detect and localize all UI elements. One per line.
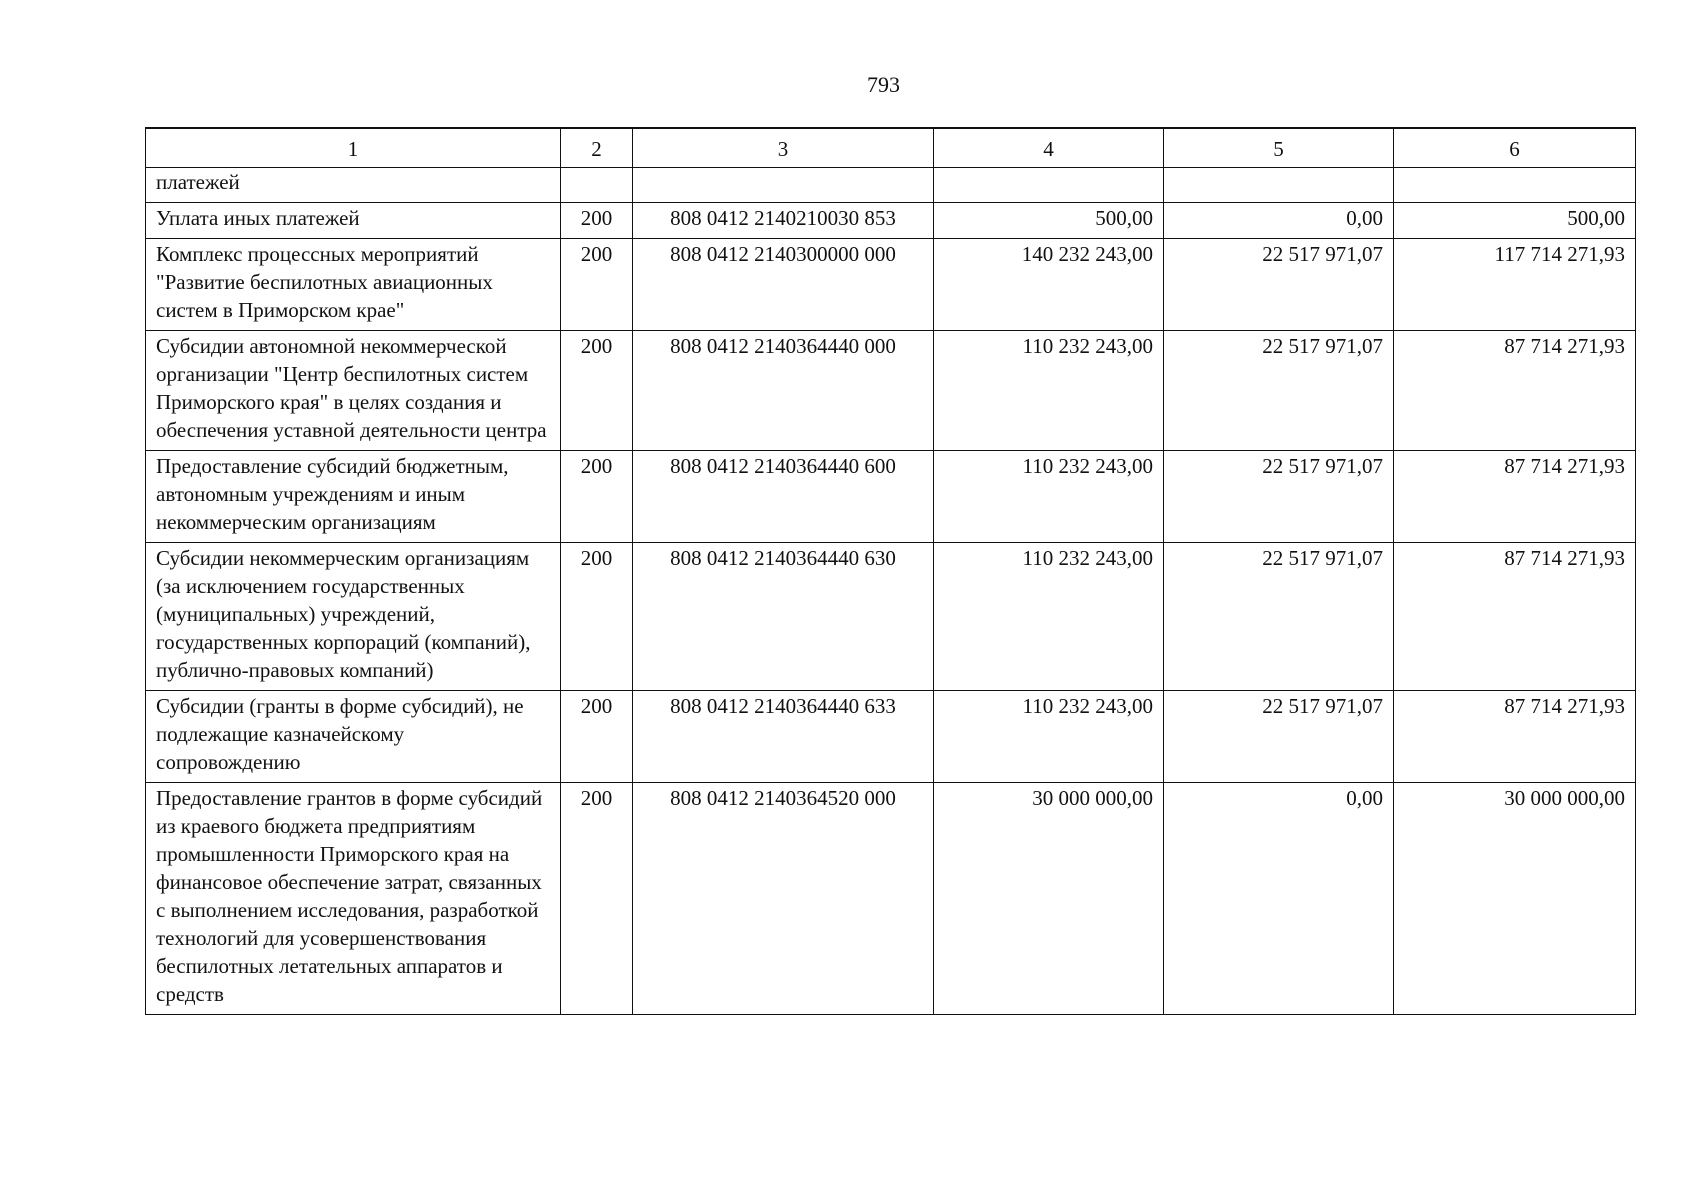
row-value-6: [1394, 168, 1636, 203]
table-row: [146, 239, 1636, 331]
row-name: Предоставление грантов в форме субсидий из краевого бюджета предприятиям промышленности Приморского края на финансовое обеспечение затрат, связанных с выполнением исследования, разработкой технологий для усовершенствования беспилотных летательных аппаратов и средств: [146, 783, 561, 1015]
table-row: [146, 543, 1636, 691]
row-section: 200: [561, 783, 633, 1015]
row-value-6: 30 000 000,00: [1394, 783, 1636, 1015]
row-code: 808 0412 2140364440 000: [633, 331, 934, 451]
row-value-4: 110 232 243,00: [934, 331, 1164, 451]
table-row: [146, 168, 1636, 203]
row-value-5: 0,00: [1164, 783, 1394, 1015]
row-value-5: 22 517 971,07: [1164, 691, 1394, 783]
column-header-1: 1: [146, 128, 561, 168]
row-section: 200: [561, 239, 633, 331]
row-name: Уплата иных платежей: [146, 203, 561, 239]
row-code: 808 0412 2140210030 853: [633, 203, 934, 239]
row-value-5: 22 517 971,07: [1164, 239, 1394, 331]
row-section: 200: [561, 691, 633, 783]
row-value-6: 87 714 271,93: [1394, 331, 1636, 451]
row-section: 200: [561, 331, 633, 451]
header-row: [146, 128, 1636, 168]
row-code: [633, 168, 934, 203]
row-code: 808 0412 2140364440 633: [633, 691, 934, 783]
row-name: Субсидии автономной некоммерческой организации "Центр беспилотных систем Приморского края" в целях создания и обеспечения уставной деятельности центра: [146, 331, 561, 451]
row-section: 200: [561, 203, 633, 239]
table-row: [146, 331, 1636, 451]
row-value-6: 87 714 271,93: [1394, 451, 1636, 543]
row-code: 808 0412 2140364440 600: [633, 451, 934, 543]
table-row: [146, 203, 1636, 239]
row-value-6: 87 714 271,93: [1394, 543, 1636, 691]
row-value-4: 110 232 243,00: [934, 691, 1164, 783]
row-section: 200: [561, 543, 633, 691]
row-value-4: 500,00: [934, 203, 1164, 239]
row-section: [561, 168, 633, 203]
row-value-4: 110 232 243,00: [934, 543, 1164, 691]
row-value-4: 30 000 000,00: [934, 783, 1164, 1015]
row-code: 808 0412 2140364440 630: [633, 543, 934, 691]
row-code: 808 0412 2140300000 000: [633, 239, 934, 331]
row-name: Комплекс процессных мероприятий "Развитие беспилотных авиационных систем в Приморском крае": [146, 239, 561, 331]
row-value-5: 22 517 971,07: [1164, 543, 1394, 691]
column-header-3: 3: [633, 128, 934, 168]
column-header-4: 4: [934, 128, 1164, 168]
row-value-4: 110 232 243,00: [934, 451, 1164, 543]
budget-table: [145, 127, 1636, 1015]
page-number: 793: [867, 72, 900, 97]
row-code: 808 0412 2140364520 000: [633, 783, 934, 1015]
column-header-2: 2: [561, 128, 633, 168]
row-name: Субсидии некоммерческим организациям (за исключением государственных (муниципальных) учреждений, государственных корпораций (компаний), публично-правовых компаний): [146, 543, 561, 691]
row-name: Предоставление субсидий бюджетным, автономным учреждениям и иным некоммерческим организациям: [146, 451, 561, 543]
row-name: Субсидии (гранты в форме субсидий), не подлежащие казначейскому сопровождению: [146, 691, 561, 783]
row-value-4: 140 232 243,00: [934, 239, 1164, 331]
table-header: [146, 128, 1636, 168]
row-value-5: 0,00: [1164, 203, 1394, 239]
row-value-5: 22 517 971,07: [1164, 331, 1394, 451]
row-value-5: [1164, 168, 1394, 203]
row-value-4: [934, 168, 1164, 203]
table-body: [146, 168, 1636, 1015]
table-row: [146, 451, 1636, 543]
table-row: [146, 691, 1636, 783]
row-section: 200: [561, 451, 633, 543]
row-name: платежей: [146, 168, 561, 203]
row-value-6: 500,00: [1394, 203, 1636, 239]
row-value-6: 87 714 271,93: [1394, 691, 1636, 783]
table-row: [146, 783, 1636, 1015]
row-value-5: 22 517 971,07: [1164, 451, 1394, 543]
column-header-5: 5: [1164, 128, 1394, 168]
column-header-6: 6: [1394, 128, 1636, 168]
row-value-6: 117 714 271,93: [1394, 239, 1636, 331]
